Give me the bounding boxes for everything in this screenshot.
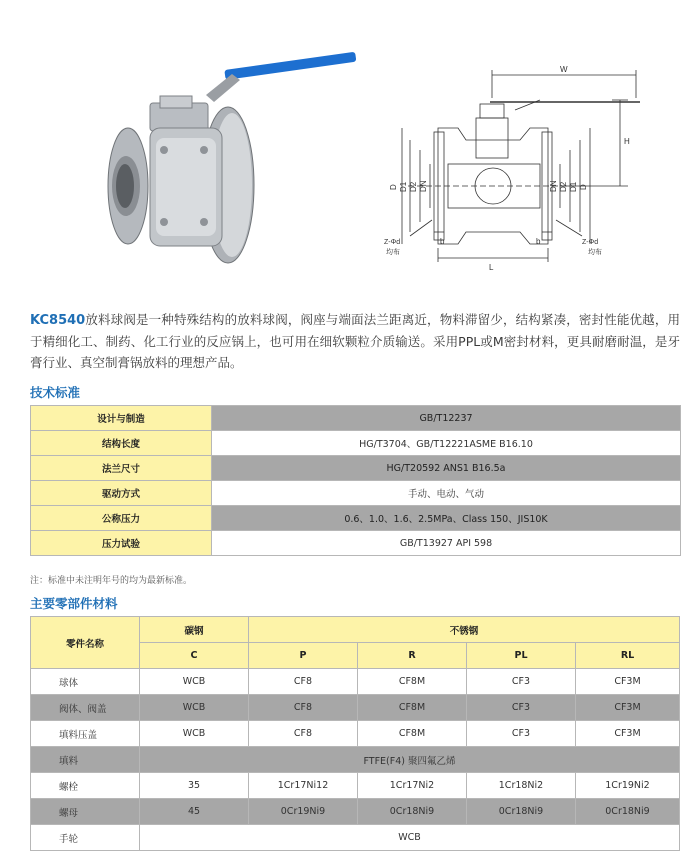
dim-d1-left: D1: [399, 181, 408, 192]
cell: 1Cr18Ni2: [467, 773, 576, 799]
dim-b-left: b: [440, 237, 445, 246]
dim-dn-left: DN: [419, 180, 428, 192]
dim-d-right: D: [579, 184, 588, 190]
row-key: 压力试验: [31, 531, 212, 556]
dim-h: H: [624, 137, 630, 146]
cell: CF3M: [576, 669, 680, 695]
part-name: 阀体、阀盖: [31, 695, 140, 721]
part-name: 手轮: [31, 825, 140, 851]
tech-standards-title: 技术标准: [30, 385, 81, 400]
dim-l: L: [489, 263, 494, 272]
header-code: RL: [576, 643, 680, 669]
cell-span: WCB: [140, 825, 680, 851]
table-row: [31, 456, 681, 481]
row-value: 手动、电动、气动: [212, 481, 681, 506]
table-row: [31, 747, 680, 773]
table-row: [31, 506, 681, 531]
dim-d1-right: D1: [569, 181, 578, 192]
header-code: PL: [467, 643, 576, 669]
cell: 0Cr18Ni9: [467, 799, 576, 825]
cell: CF8: [249, 669, 358, 695]
row-value: HG/T20592 ANS1 B16.5a: [212, 456, 681, 481]
cell: CF8: [249, 695, 358, 721]
cell: CF8M: [358, 695, 467, 721]
cell: 1Cr19Ni2: [576, 773, 680, 799]
cell: CF3: [467, 695, 576, 721]
dim-d2-right: D2: [559, 181, 568, 192]
dim-dn-right: DN: [549, 180, 558, 192]
row-value: 0.6、1.0、1.6、2.5MPa、Class 150、JIS10K: [212, 506, 681, 531]
dim-d2-left: D2: [409, 181, 418, 192]
row-key: 法兰尺寸: [31, 456, 212, 481]
part-name: 球体: [31, 669, 140, 695]
intro-paragraph: [30, 309, 680, 373]
header-code: P: [249, 643, 358, 669]
cell: 45: [140, 799, 249, 825]
part-name: 填料压盖: [31, 721, 140, 747]
cell: CF8M: [358, 721, 467, 747]
cell: CF8M: [358, 669, 467, 695]
model-name: KC8540: [30, 313, 86, 328]
header-code: R: [358, 643, 467, 669]
table-row: [31, 799, 680, 825]
table-row: [31, 669, 680, 695]
header-carbon-steel: 碳钢: [140, 617, 249, 643]
cell: 0Cr19Ni9: [249, 799, 358, 825]
row-key: 设计与制造: [31, 406, 212, 431]
dim-uniform-left: 均布: [386, 249, 400, 256]
table-row: [31, 825, 680, 851]
dim-w: W: [560, 65, 568, 74]
row-key: 公称压力: [31, 506, 212, 531]
part-name: 螺母: [31, 799, 140, 825]
table-row: [31, 406, 681, 431]
header-part-name: 零件名称: [31, 617, 140, 669]
part-name: 螺栓: [31, 773, 140, 799]
hero-illustration: [0, 0, 691, 300]
dim-uniform-right: 均布: [588, 249, 602, 256]
materials-title: 主要零部件材料: [30, 596, 118, 611]
table-row: [31, 531, 681, 556]
header-code: C: [140, 643, 249, 669]
table-row: [31, 695, 680, 721]
tech-standards-table: [30, 405, 681, 556]
cell: CF3M: [576, 695, 680, 721]
cell: 35: [140, 773, 249, 799]
dim-z-right: Z-Φd: [582, 239, 599, 246]
dim-d-left: D: [389, 184, 398, 190]
table-row: [31, 431, 681, 456]
row-key: 结构长度: [31, 431, 212, 456]
cell-span: FTFE(F4) 聚四氟乙烯: [140, 747, 680, 773]
cell: 1Cr17Ni12: [249, 773, 358, 799]
cell: WCB: [140, 695, 249, 721]
cell: CF3: [467, 669, 576, 695]
valve-photo: [108, 52, 356, 263]
table-row: [31, 721, 680, 747]
row-value: GB/T13927 API 598: [212, 531, 681, 556]
row-key: 驱动方式: [31, 481, 212, 506]
tech-note: 注：标准中未注明年号的均为最新标准。: [30, 576, 193, 586]
cell: 1Cr17Ni2: [358, 773, 467, 799]
materials-table: [30, 616, 680, 851]
cell: 0Cr18Ni9: [358, 799, 467, 825]
header-stainless-steel: 不锈钢: [249, 617, 680, 643]
dim-z-left: Z-Φd: [384, 239, 401, 246]
cell: WCB: [140, 669, 249, 695]
row-value: HG/T3704、GB/T12221ASME B16.10: [212, 431, 681, 456]
cell: 0Cr18Ni9: [576, 799, 680, 825]
cell: CF8: [249, 721, 358, 747]
table-row: [31, 481, 681, 506]
intro-text: 放料球阀是一种特殊结构的放料球阀，阀座与端面法兰距离近，物料滞留少，结构紧凑，密封性能优越，用于精细化工、制药、化工行业的反应锅上，也可用在细软颗粒介质输送。采用PPL或M密封材料，更具耐磨耐温，是牙膏行业、真空制膏锅放料的理想产品。: [30, 312, 680, 370]
technical-drawing: [402, 70, 640, 262]
table-row: [31, 773, 680, 799]
cell: WCB: [140, 721, 249, 747]
row-value: GB/T12237: [212, 406, 681, 431]
dim-b-right: b: [536, 237, 541, 246]
cell: CF3: [467, 721, 576, 747]
cell: CF3M: [576, 721, 680, 747]
part-name: 填料: [31, 747, 140, 773]
